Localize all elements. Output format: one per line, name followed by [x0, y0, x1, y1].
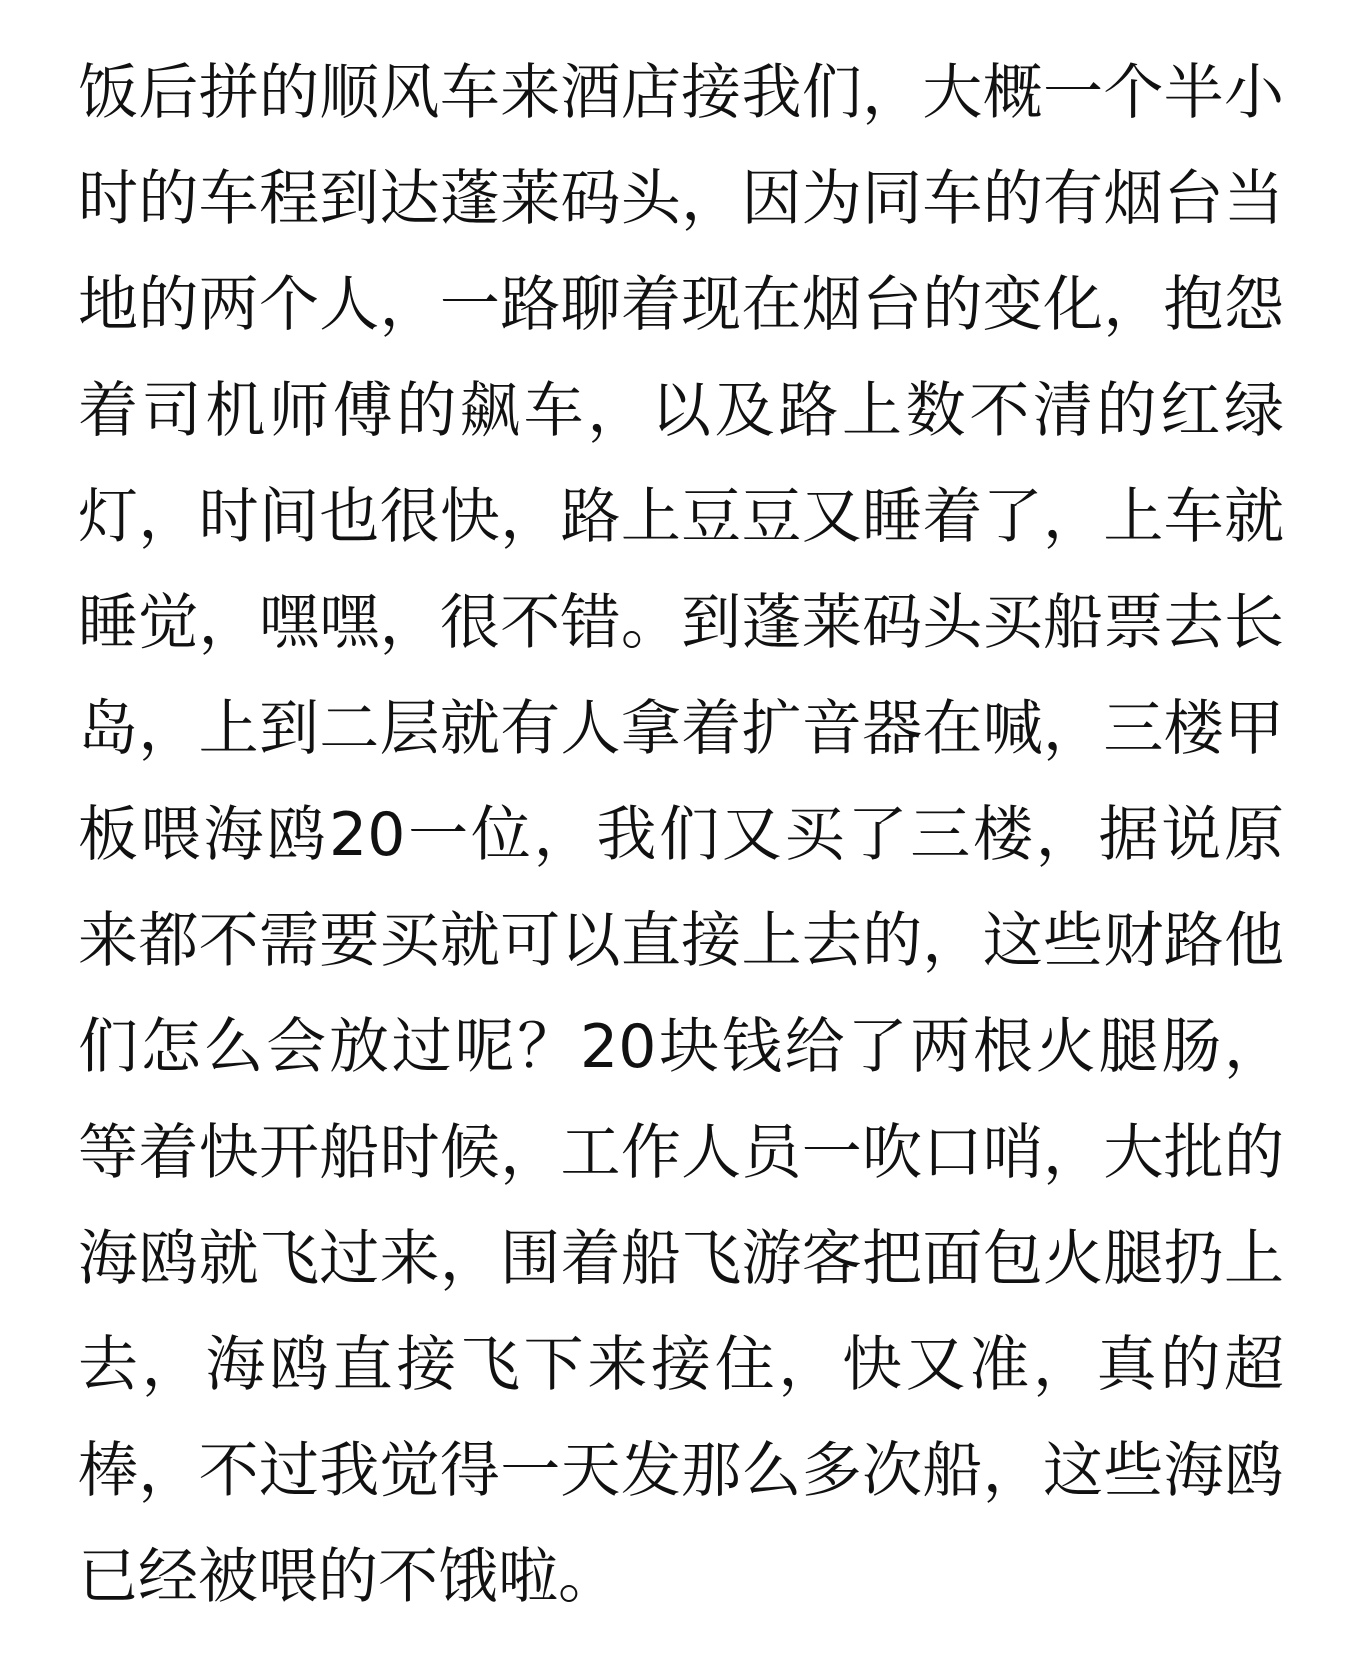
text-line: 着司机师傅的飙车，以及路上数不清的红绿	[78, 376, 1284, 446]
text-line: 来都不需要买就可以直接上去的，这些财路他	[78, 906, 1284, 976]
text-line: 岛，上到二层就有人拿着扩音器在喊，三楼甲	[78, 694, 1284, 764]
text-line: 已经被喂的不饿啦。	[78, 1542, 618, 1612]
text-line: 们怎么会放过呢？20块钱给了两根火腿肠，	[78, 1012, 1284, 1082]
text-line: 板喂海鸥20一位，我们又买了三楼，据说原	[78, 800, 1284, 870]
text-line: 时的车程到达蓬莱码头，因为同车的有烟台当	[78, 164, 1284, 234]
text-line: 地的两个人，一路聊着现在烟台的变化，抱怨	[78, 270, 1284, 340]
text-line: 等着快开船时候，工作人员一吹口哨，大批的	[78, 1118, 1284, 1188]
text-line: 灯，时间也很快，路上豆豆又睡着了，上车就	[78, 482, 1284, 552]
text-line: 睡觉，嘿嘿，很不错。到蓬莱码头买船票去长	[78, 588, 1284, 658]
paragraph	[78, 40, 1284, 1630]
text-line: 饭后拼的顺风车来酒店接我们，大概一个半小	[78, 58, 1284, 128]
text-line: 去，海鸥直接飞下来接住，快又准，真的超	[78, 1330, 1284, 1400]
text-line: 海鸥就飞过来，围着船飞游客把面包火腿扔上	[78, 1224, 1284, 1294]
text-line: 棒，不过我觉得一天发那么多次船，这些海鸥	[78, 1436, 1284, 1506]
